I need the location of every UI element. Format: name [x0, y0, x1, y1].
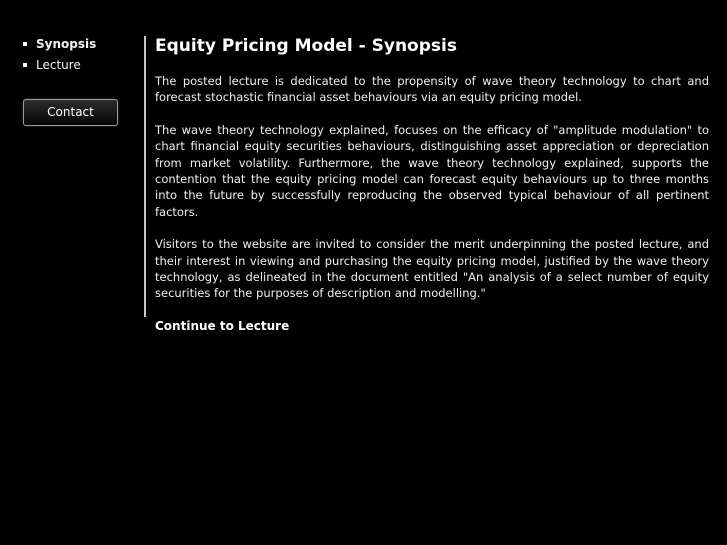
main-content — [155, 36, 709, 334]
intro-paragraph: The posted lecture is dedicated to the propensity of wave theory technology to chart and forecast stochastic financial asset behaviours via an equity pricing model. — [155, 74, 709, 105]
visitors-paragraph: Visitors to the website are invited to consider the merit underpinning the posted lecture, and their interest in viewing and purchasing the equity pricing model, justified by the wave theory technology, as delineated in the document entitled "An analysis of a select number of equity securities for the purposes of description and modelling." — [155, 237, 709, 301]
technology-paragraph: The wave theory technology explained, focuses on the efficacy of "amplitude modulation" to chart financial equity securities behaviours, distinguishing asset appreciation or depreciation from market volatility. Furthermore, the wave theory technology explained, supports the contention that the equity pricing model can forecast equity behaviours up to three months into the future by successfully reproducing the observed typical behaviour of all pertinent factors. — [155, 122, 709, 219]
bullet-icon — [23, 63, 27, 67]
contact-button[interactable]: Contact — [23, 99, 118, 126]
sidebar-item-synopsis[interactable] — [23, 36, 96, 57]
sidebar — [0, 0, 144, 545]
continue-to-lecture-link[interactable]: Continue to Lecture — [155, 318, 290, 333]
vertical-divider — [144, 36, 146, 317]
sidebar-nav — [23, 36, 96, 78]
sidebar-item-label: Lecture — [36, 58, 81, 72]
sidebar-item-label: Synopsis — [36, 37, 97, 51]
page-title: Equity Pricing Model - Synopsis — [155, 36, 457, 56]
bullet-icon — [23, 42, 27, 46]
sidebar-item-lecture[interactable] — [23, 57, 96, 78]
